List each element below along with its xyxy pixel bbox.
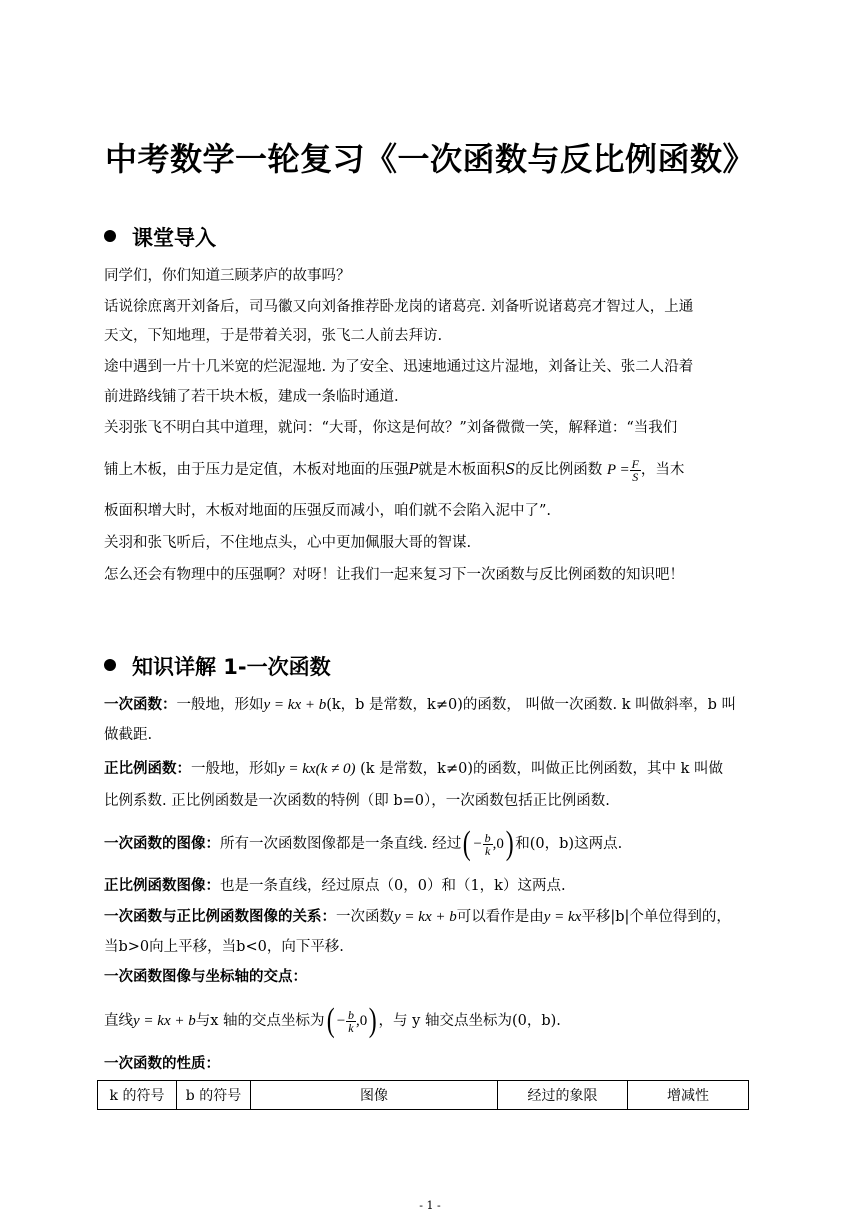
text-span: 一般地，形如 — [176, 697, 264, 713]
text-span: 和(0，b)这两点. — [515, 836, 623, 852]
formula: y = kx + b — [394, 909, 457, 925]
fraction-numerator: b — [347, 1007, 354, 1022]
definition-nature — [104, 1054, 754, 1074]
fraction — [346, 1009, 356, 1034]
right-paren: ) — [505, 825, 514, 862]
section-heading-text: 课堂导入 — [132, 226, 216, 250]
paragraph-line: 途中遇到一片十几米宽的烂泥湿地. 为了安全、迅速地通过这片湿地，刘备让关、张二人沿着 — [104, 359, 694, 375]
point-tail: ,0 — [355, 1013, 368, 1029]
point-expression — [461, 824, 515, 864]
table-header-cell: k 的符号 — [98, 1081, 177, 1110]
text-span: 一般地，形如 — [191, 761, 278, 777]
section-heading-text: 知识详解 1-一次函数 — [132, 655, 331, 679]
page-number: - 1 - — [419, 1199, 441, 1212]
text-span: 可以看作是由 — [456, 909, 544, 925]
text-span: ，当木 — [640, 462, 685, 478]
definition-linear — [104, 695, 754, 715]
section-heading-intro — [104, 222, 216, 252]
table-header-cell: 经过的象限 — [498, 1081, 628, 1110]
paragraph-line-formula — [104, 452, 754, 488]
text-span: 平移|b|个单位得到的， — [581, 909, 731, 925]
paragraph-line: 当b>0向上平移，当b<0，向下平移. — [104, 939, 344, 955]
text-span: 就是木板面积 — [418, 462, 506, 478]
text-span: 的反比例函数 — [515, 462, 603, 478]
definition-graph — [104, 824, 754, 864]
text-span: 铺上木板，由于压力是定值，木板对地面的压强 — [104, 462, 409, 478]
left-paren: ( — [462, 825, 471, 862]
minus-sign: − — [335, 1013, 346, 1029]
paragraph-line: 同学们，你们知道三顾茅庐的故事吗？ — [104, 268, 351, 284]
bullet-icon — [104, 659, 116, 671]
text-span: (k 是常数，k≠0)的函数，叫做正比例函数，其中 k 叫做 — [360, 761, 723, 777]
fraction — [630, 458, 641, 483]
paragraph-line: 怎么还会有物理中的压强啊？对呀！让我们一起来复习下一次函数与反比例函数的知识吧！ — [104, 567, 684, 583]
var-p: P — [408, 462, 419, 478]
fraction — [483, 832, 493, 857]
fraction-numerator: b — [484, 830, 491, 845]
fraction-denominator: S — [632, 469, 639, 484]
definition-intersect-heading — [104, 967, 754, 987]
paragraph-line: 关羽和张飞听后，不住地点头，心中更加佩服大哥的智谋. — [104, 535, 472, 551]
paragraph-line: 板面积增大时，木板对地面的压强反而减小，咱们就不会陷入泥中了”. — [104, 503, 552, 519]
page-title: 中考数学一轮复习《一次函数与反比例函数》 — [104, 140, 755, 178]
text-span: ，与 y 轴交点坐标为(0，b). — [378, 1013, 561, 1029]
paragraph-line: 前进路线铺了若干块木板，建成一条临时通道. — [104, 389, 399, 405]
definition-proportional-graph — [104, 876, 754, 896]
formula-condition: (k ≠ 0) — [315, 761, 356, 777]
text-span: 所有一次函数图像都是一条直线. 经过 — [220, 836, 462, 852]
text-span: 直线 — [104, 1013, 133, 1029]
table-header-cell: 增减性 — [628, 1081, 749, 1110]
bullet-icon — [104, 230, 116, 242]
table-header-row — [98, 1081, 749, 1110]
properties-table — [97, 1080, 749, 1110]
term-label: 一次函数与正比例函数图像的关系： — [104, 909, 336, 925]
definition-relation — [104, 907, 754, 927]
section-heading-knowledge — [104, 651, 331, 681]
paragraph-line: 做截距. — [104, 727, 153, 743]
formula-lhs: P = — [606, 462, 630, 478]
pressure-formula — [606, 456, 641, 484]
text-span: 也是一条直线，经过原点（0，0）和（1，k）这两点. — [220, 878, 566, 894]
definition-intersect — [104, 1001, 754, 1041]
fraction-denominator: k — [485, 843, 491, 858]
var-s: S — [505, 462, 516, 478]
paragraph-line: 天文，下知地理，于是带着关羽，张飞二人前去拜访. — [104, 328, 443, 344]
text-span: (k，b 是常数，k≠0)的函数， 叫做一次函数. k 叫做斜率，b 叫 — [326, 697, 736, 713]
term-label: 一次函数： — [104, 697, 177, 713]
text-span: 与x 轴的交点坐标为 — [195, 1013, 325, 1029]
term-label: 正比例函数： — [104, 761, 191, 777]
formula: y = kx — [543, 909, 582, 925]
text-span: 一次函数 — [336, 909, 394, 925]
fraction-denominator: k — [348, 1020, 354, 1035]
term-label: 一次函数图像与坐标轴的交点： — [104, 969, 307, 985]
paragraph-line: 关羽张飞不明白其中道理，就问：“大哥，你这是何故？”刘备微微一笑，解释道：“当我们 — [104, 420, 678, 436]
term-label: 正比例函数图像： — [104, 878, 220, 894]
point-tail: ,0 — [492, 836, 504, 852]
table-header-cell: 图像 — [251, 1081, 498, 1110]
formula: y = kx + b — [263, 697, 327, 713]
paragraph-line: 话说徐庶离开刘备后，司马徽又向刘备推荐卧龙岗的诸葛亮. 刘备听说诸葛亮才智过人，上通 — [104, 299, 694, 315]
left-paren: ( — [326, 1002, 335, 1039]
term-label: 一次函数的图像： — [104, 836, 220, 852]
table-header-cell: b 的符号 — [177, 1081, 251, 1110]
term-label: 一次函数的性质： — [104, 1056, 220, 1072]
minus-sign: − — [472, 836, 483, 852]
formula: y = kx — [278, 761, 316, 777]
paragraph-line: 比例系数. 正比例函数是一次函数的特例（即 b=0），一次函数包括正比例函数. — [104, 793, 610, 809]
fraction-numerator: F — [631, 456, 639, 471]
definition-proportional — [104, 759, 754, 779]
formula: y = kx + b — [133, 1013, 196, 1029]
right-paren: ) — [368, 1002, 377, 1039]
point-expression — [325, 1001, 379, 1041]
